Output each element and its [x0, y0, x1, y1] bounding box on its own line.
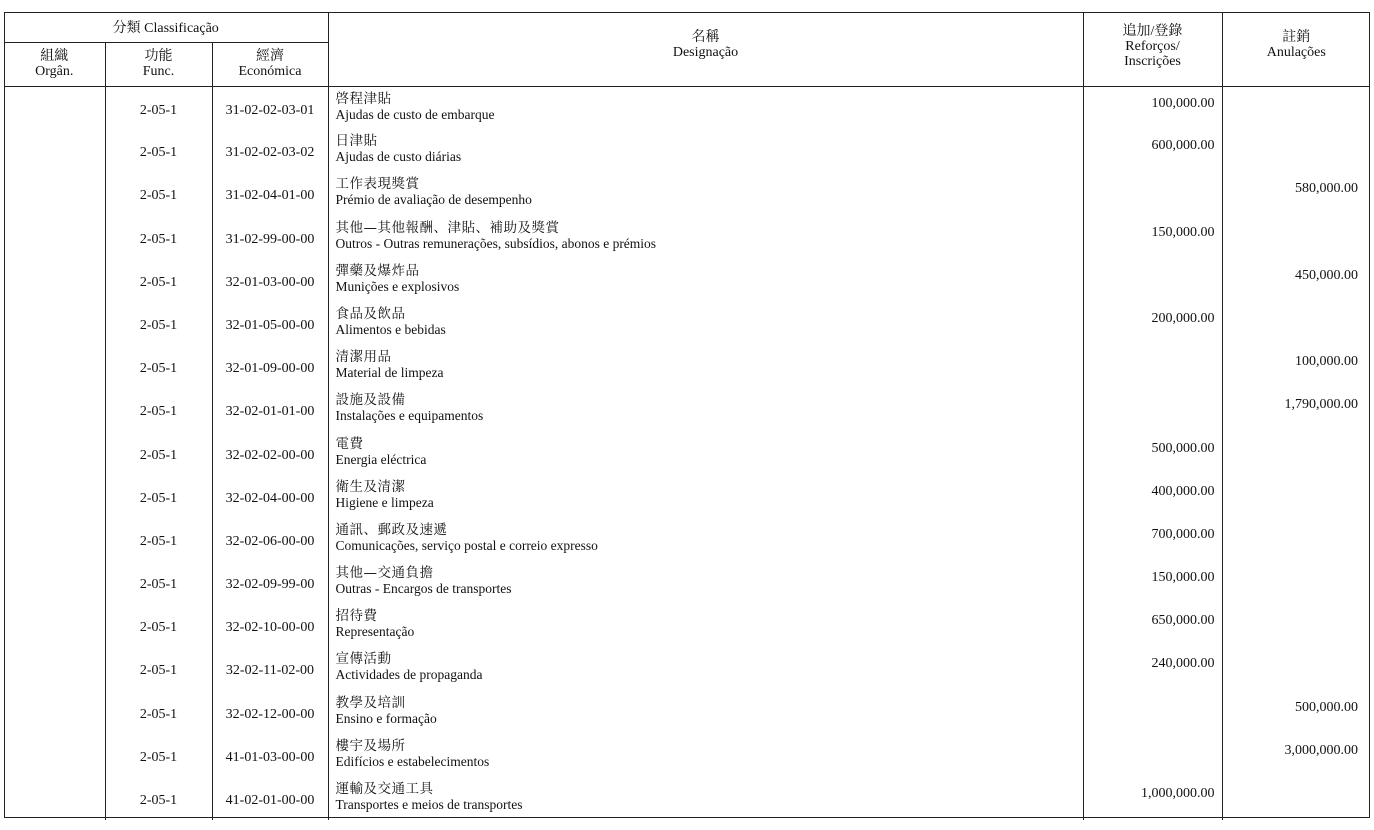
- designation-pt-text: Energia eléctrica: [335, 451, 427, 467]
- designation-cell: [328, 172, 1083, 215]
- cancellation-amount: 580,000.00: [1295, 181, 1358, 197]
- functional-cell: [105, 86, 212, 129]
- functional-code: 2-05-1: [139, 145, 178, 161]
- organic-cell: [4, 216, 105, 259]
- functional-code: 2-05-1: [139, 361, 178, 377]
- reinforcement-cell: [1083, 302, 1222, 345]
- functional-code: 2-05-1: [139, 620, 178, 636]
- reinforcement-amount: 500,000.00: [1151, 440, 1215, 456]
- table-row: [4, 475, 1370, 518]
- table-row: [4, 604, 1370, 647]
- functional-cell: [105, 432, 212, 475]
- table-row: [4, 172, 1370, 215]
- designation-zh-text: 清潔用品: [335, 349, 392, 366]
- reinforcements-zh: 追加/登錄: [1122, 24, 1183, 39]
- functional-cell: [105, 172, 212, 215]
- cancellation-cell: [1222, 647, 1370, 690]
- functional-cell: [105, 345, 212, 388]
- economic-code: 32-02-02-00-00: [225, 447, 315, 463]
- functional-code: 2-05-1: [139, 706, 178, 722]
- organic-cell: [4, 604, 105, 647]
- organic-header: [4, 42, 105, 86]
- functional-cell: [105, 647, 212, 690]
- functional-code: 2-05-1: [139, 749, 178, 765]
- organic-cell: [4, 734, 105, 777]
- functional-code: 2-05-1: [139, 447, 178, 463]
- reinforcement-amount: 700,000.00: [1151, 526, 1215, 542]
- functional-cell: [105, 518, 212, 561]
- economic-code: 31-02-99-00-00: [225, 231, 315, 247]
- designation-cell: [328, 734, 1083, 777]
- functional-code: 2-05-1: [139, 533, 178, 549]
- economic-cell: [212, 302, 328, 345]
- classification-header: [4, 12, 328, 42]
- reinforcement-amount: 600,000.00: [1151, 138, 1215, 154]
- economic-code: 32-02-04-00-00: [225, 490, 315, 506]
- organic-zh: 組織: [40, 48, 69, 64]
- designation-pt-text: Representação: [335, 624, 415, 640]
- economic-cell: [212, 475, 328, 518]
- functional-cell: [105, 259, 212, 302]
- reinforcement-cell: [1083, 518, 1222, 561]
- cancellation-cell: [1222, 475, 1370, 518]
- designation-cell: [328, 561, 1083, 604]
- functional-cell: [105, 691, 212, 734]
- table-row: [4, 734, 1370, 777]
- table-row: [4, 345, 1370, 388]
- organic-cell: [4, 388, 105, 431]
- designation-cell: [328, 432, 1083, 475]
- cancellation-amount: 1,790,000.00: [1284, 397, 1358, 413]
- functional-code: 2-05-1: [139, 404, 178, 420]
- reinforcements-pt2: Inscrições: [1124, 54, 1181, 69]
- designation-pt-text: Material de limpeza: [335, 365, 444, 381]
- budget-table: [4, 12, 1370, 820]
- organic-cell: [4, 259, 105, 302]
- designation-zh-text: 日津貼: [335, 133, 378, 150]
- reinforcement-cell: [1083, 172, 1222, 215]
- functional-code: 2-05-1: [139, 317, 178, 333]
- reinforcement-cell: [1083, 561, 1222, 604]
- cancellation-amount: 100,000.00: [1295, 354, 1358, 370]
- cancellation-cell: [1222, 345, 1370, 388]
- economic-code: 32-01-09-00-00: [225, 361, 315, 377]
- designation-zh-text: 衛生及清潔: [335, 478, 406, 495]
- cancellation-cell: [1222, 777, 1370, 820]
- cancellations-zh: 註銷: [1282, 30, 1311, 45]
- cancellation-cell: [1222, 86, 1370, 129]
- designation-pt-text: Outras - Encargos de transportes: [335, 581, 512, 597]
- designation-zh: 名稱: [691, 30, 720, 45]
- designation-cell: [328, 259, 1083, 302]
- reinforcement-cell: [1083, 129, 1222, 172]
- economic-cell: [212, 691, 328, 734]
- designation-zh-text: 工作表現獎賞: [335, 176, 420, 193]
- cancellation-cell: [1222, 432, 1370, 475]
- cancellation-cell: [1222, 302, 1370, 345]
- designation-zh-text: 教學及培訓: [335, 694, 406, 711]
- designation-zh-text: 其他—交通負擔: [335, 565, 434, 582]
- designation-zh-text: 樓宇及場所: [335, 737, 406, 754]
- reinforcement-amount: 150,000.00: [1151, 570, 1215, 586]
- table-row: [4, 647, 1370, 690]
- economic-code: 32-02-12-00-00: [225, 706, 315, 722]
- designation-cell: [328, 345, 1083, 388]
- designation-zh-text: 招待費: [335, 608, 378, 625]
- reinforcement-cell: [1083, 86, 1222, 129]
- cancellation-cell: [1222, 388, 1370, 431]
- cancellation-cell: [1222, 734, 1370, 777]
- reinforcements-header: [1083, 12, 1222, 86]
- designation-zh-text: 啓程津貼: [335, 90, 392, 107]
- reinforcement-amount: 100,000.00: [1151, 95, 1215, 111]
- designation-pt-text: Prémio de avaliação de desempenho: [335, 192, 532, 208]
- economic-zh: 經濟: [256, 48, 284, 64]
- economic-cell: [212, 388, 328, 431]
- cancellation-cell: [1222, 561, 1370, 604]
- designation-zh-text: 彈藥及爆炸品: [335, 262, 420, 279]
- cancellation-cell: [1222, 518, 1370, 561]
- economic-code: 31-02-02-03-01: [225, 102, 315, 118]
- organic-cell: [4, 691, 105, 734]
- designation-cell: [328, 129, 1083, 172]
- organic-cell: [4, 302, 105, 345]
- table-row: [4, 388, 1370, 431]
- cancellation-cell: [1222, 129, 1370, 172]
- economic-cell: [212, 734, 328, 777]
- reinforcement-cell: [1083, 734, 1222, 777]
- reinforcement-amount: 240,000.00: [1151, 656, 1215, 672]
- functional-code: 2-05-1: [139, 793, 178, 808]
- designation-pt-text: Actividades de propaganda: [335, 667, 483, 683]
- economic-cell: [212, 345, 328, 388]
- economic-cell: [212, 604, 328, 647]
- designation-pt-text: Alimentos e bebidas: [335, 321, 446, 337]
- designation-zh-text: 通訊、郵政及速遞: [335, 521, 448, 538]
- cancellation-cell: [1222, 604, 1370, 647]
- classification-label: 分類 Classificação: [112, 20, 219, 36]
- functional-pt: Func.: [142, 63, 175, 79]
- table-row: [4, 691, 1370, 734]
- table-row: [4, 259, 1370, 302]
- economic-pt: Económica: [238, 63, 302, 79]
- organic-cell: [4, 172, 105, 215]
- designation-pt-text: Munições e explosivos: [335, 278, 460, 294]
- reinforcement-cell: [1083, 777, 1222, 820]
- table-row: [4, 432, 1370, 475]
- designation-zh-text: 宣傳活動: [335, 651, 392, 668]
- functional-code: 2-05-1: [139, 490, 178, 506]
- table-row: [4, 561, 1370, 604]
- economic-cell: [212, 216, 328, 259]
- cancellations-pt: Anulações: [1266, 45, 1326, 60]
- designation-zh-text: 電費: [335, 435, 364, 452]
- economic-cell: [212, 777, 328, 820]
- functional-code: 2-05-1: [139, 102, 178, 118]
- economic-cell: [212, 129, 328, 172]
- designation-zh-text: 其他—其他報酬、津貼、補助及獎賞: [335, 219, 560, 236]
- economic-code: 41-02-01-00-00: [225, 793, 315, 808]
- table-row: [4, 216, 1370, 259]
- economic-code: 32-01-03-00-00: [225, 274, 315, 290]
- table-body: [4, 86, 1370, 820]
- economic-code: 32-02-01-01-00: [225, 404, 315, 420]
- functional-code: 2-05-1: [139, 577, 178, 593]
- reinforcement-amount: 200,000.00: [1151, 310, 1215, 326]
- economic-cell: [212, 172, 328, 215]
- functional-cell: [105, 561, 212, 604]
- designation-zh-text: 設施及設備: [335, 392, 406, 409]
- functional-cell: [105, 604, 212, 647]
- designation-zh-text: 運輸及交通工具: [335, 781, 434, 797]
- organic-pt: Orgân.: [35, 63, 74, 79]
- economic-cell: [212, 647, 328, 690]
- organic-cell: [4, 86, 105, 129]
- reinforcement-cell: [1083, 345, 1222, 388]
- functional-code: 2-05-1: [139, 663, 178, 679]
- reinforcement-cell: [1083, 259, 1222, 302]
- reinforcement-cell: [1083, 647, 1222, 690]
- reinforcements-pt1: Reforços/: [1125, 39, 1180, 54]
- designation-cell: [328, 691, 1083, 734]
- functional-cell: [105, 216, 212, 259]
- cancellation-cell: [1222, 216, 1370, 259]
- designation-cell: [328, 388, 1083, 431]
- reinforcement-cell: [1083, 388, 1222, 431]
- functional-cell: [105, 302, 212, 345]
- reinforcement-cell: [1083, 475, 1222, 518]
- functional-cell: [105, 388, 212, 431]
- functional-cell: [105, 777, 212, 820]
- economic-cell: [212, 518, 328, 561]
- reinforcement-cell: [1083, 432, 1222, 475]
- reinforcement-amount: 650,000.00: [1151, 613, 1215, 629]
- designation-header: [328, 12, 1083, 86]
- economic-cell: [212, 561, 328, 604]
- designation-cell: [328, 216, 1083, 259]
- cancellation-amount: 500,000.00: [1295, 699, 1358, 715]
- economic-code: 32-02-09-99-00: [225, 577, 315, 593]
- table-header: [4, 12, 1370, 86]
- table-row: [4, 518, 1370, 561]
- cancellation-cell: [1222, 172, 1370, 215]
- cancellation-cell: [1222, 691, 1370, 734]
- economic-cell: [212, 432, 328, 475]
- designation-cell: [328, 647, 1083, 690]
- designation-pt-text: Edifícios e estabelecimentos: [335, 753, 490, 769]
- designation-cell: [328, 604, 1083, 647]
- designation-pt-text: Ajudas de custo de embarque: [335, 106, 495, 122]
- table-row: [4, 777, 1370, 820]
- reinforcement-amount: 1,000,000.00: [1141, 786, 1215, 801]
- functional-cell: [105, 129, 212, 172]
- economic-cell: [212, 86, 328, 129]
- designation-cell: [328, 302, 1083, 345]
- economic-code: 32-02-10-00-00: [225, 620, 315, 636]
- functional-code: 2-05-1: [139, 188, 178, 204]
- cancellation-cell: [1222, 259, 1370, 302]
- economic-code: 31-02-04-01-00: [225, 188, 315, 204]
- organic-cell: [4, 561, 105, 604]
- designation-cell: [328, 777, 1083, 820]
- designation-cell: [328, 475, 1083, 518]
- cancellation-amount: 3,000,000.00: [1284, 742, 1358, 758]
- reinforcement-cell: [1083, 216, 1222, 259]
- economic-header: [212, 42, 328, 86]
- reinforcement-cell: [1083, 604, 1222, 647]
- reinforcement-cell: [1083, 691, 1222, 734]
- economic-cell: [212, 259, 328, 302]
- organic-cell: [4, 518, 105, 561]
- economic-code: 32-01-05-00-00: [225, 317, 315, 333]
- functional-code: 2-05-1: [139, 231, 178, 247]
- designation-pt-text: Ensino e formação: [335, 710, 437, 726]
- functional-cell: [105, 475, 212, 518]
- economic-code: 31-02-02-03-02: [225, 145, 315, 161]
- cancellation-amount: 450,000.00: [1295, 267, 1358, 283]
- functional-code: 2-05-1: [139, 274, 178, 290]
- functional-header: [105, 42, 212, 86]
- reinforcement-amount: 150,000.00: [1151, 224, 1215, 240]
- economic-code: 32-02-06-00-00: [225, 533, 315, 549]
- cancellations-header: [1222, 12, 1370, 86]
- designation-pt: Designação: [672, 45, 739, 60]
- organic-cell: [4, 129, 105, 172]
- organic-cell: [4, 432, 105, 475]
- designation-cell: [328, 86, 1083, 129]
- designation-pt-text: Transportes e meios de transportes: [335, 797, 523, 812]
- organic-cell: [4, 345, 105, 388]
- organic-cell: [4, 475, 105, 518]
- functional-zh: 功能: [144, 48, 173, 64]
- table-row: [4, 302, 1370, 345]
- designation-cell: [328, 518, 1083, 561]
- organic-cell: [4, 647, 105, 690]
- designation-zh-text: 食品及飲品: [335, 305, 406, 322]
- organic-cell: [4, 777, 105, 820]
- table-row: [4, 86, 1370, 129]
- functional-cell: [105, 734, 212, 777]
- designation-pt-text: Comunicações, serviço postal e correio expresso: [335, 537, 598, 553]
- economic-code: 32-02-11-02-00: [225, 663, 315, 679]
- designation-pt-text: Outros - Outras remunerações, subsídios, abonos e prémios: [335, 235, 657, 251]
- designation-pt-text: Instalações e equipamentos: [335, 408, 484, 424]
- designation-pt-text: Ajudas de custo diárias: [335, 149, 462, 165]
- reinforcement-amount: 400,000.00: [1151, 483, 1215, 499]
- economic-code: 41-01-03-00-00: [225, 749, 315, 765]
- designation-pt-text: Higiene e limpeza: [335, 494, 434, 510]
- table-row: [4, 129, 1370, 172]
